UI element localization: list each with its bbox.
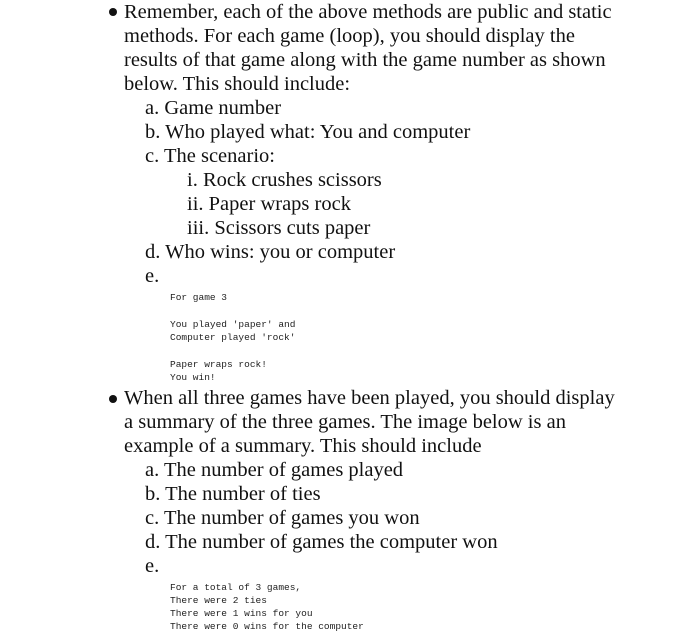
paragraph-line: a summary of the three games. The image below is an: [124, 411, 566, 433]
code-line: You played 'paper' and: [170, 319, 296, 330]
list-item-games-played: a. The number of games played: [145, 459, 404, 481]
list-item-scenario: c. The scenario:: [145, 145, 275, 167]
code-line: There were 2 ties: [170, 595, 267, 606]
list-item-game-number: a. Game number: [145, 97, 282, 119]
paragraph-line: results of that game along with the game number as shown: [124, 49, 606, 71]
paragraph-line: example of a summary. This should include: [124, 435, 482, 457]
code-line: For game 3: [170, 292, 228, 303]
list-item-who-played: b. Who played what: You and computer: [145, 121, 471, 143]
code-line: Paper wraps rock!: [170, 359, 267, 370]
code-line: There were 1 wins for you: [170, 608, 313, 619]
paragraph-line: methods. For each game (loop), you should display the: [124, 25, 575, 47]
list-item-example: e.: [145, 555, 160, 577]
sub-item-rock: i. Rock crushes scissors: [187, 169, 382, 191]
bullet-dot-icon: [109, 395, 117, 403]
paragraph-line: Remember, each of the above methods are public and static: [124, 1, 612, 23]
code-line: For a total of 3 games,: [170, 582, 302, 593]
list-item-who-wins: d. Who wins: you or computer: [145, 241, 396, 263]
sub-item-scissors: iii. Scissors cuts paper: [187, 217, 371, 239]
paragraph-line: below. This should include:: [124, 73, 351, 95]
list-item-example: e.: [145, 265, 160, 287]
list-item-ties: b. The number of ties: [145, 483, 321, 505]
sub-item-paper: ii. Paper wraps rock: [187, 193, 351, 215]
code-line: Computer played 'rock': [170, 332, 296, 343]
list-item-you-won: c. The number of games you won: [145, 507, 420, 529]
paragraph-line: When all three games have been played, you should display: [124, 387, 615, 409]
bullet-dot-icon: [109, 8, 117, 16]
code-line: You win!: [170, 372, 216, 383]
list-item-computer-won: d. The number of games the computer won: [145, 531, 498, 553]
code-line: There were 0 wins for the computer: [170, 621, 364, 632]
